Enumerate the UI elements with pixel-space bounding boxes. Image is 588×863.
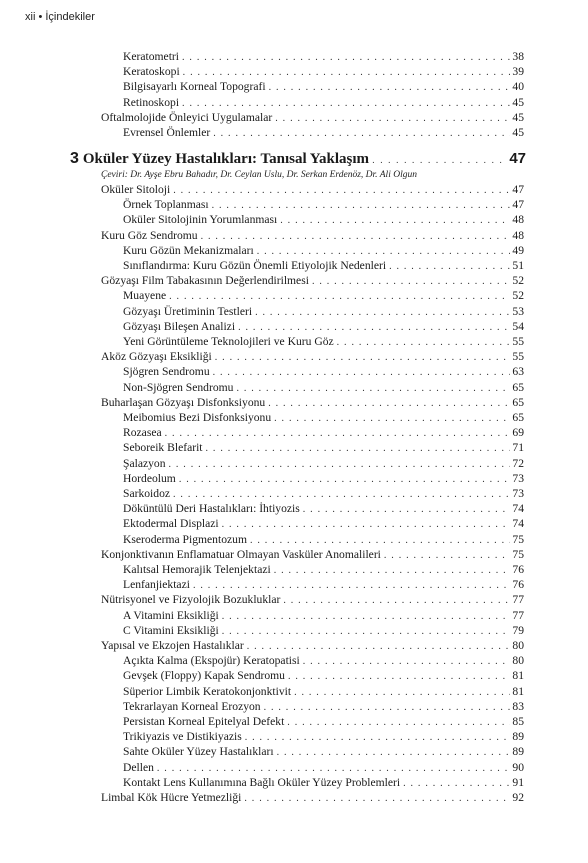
toc-entry [123, 198, 524, 213]
entry-title: Ektodermal Displazi [123, 517, 219, 531]
entry-page: 90 [512, 760, 524, 774]
entry-page: 51 [512, 259, 524, 272]
dot-leader [169, 290, 510, 304]
toc-entry [123, 715, 524, 730]
entry-page: 92 [512, 791, 524, 804]
toc-entry [123, 50, 524, 65]
toc-entry [123, 96, 524, 111]
toc-entry [123, 487, 524, 502]
toc-entry [101, 593, 524, 608]
toc-entry [123, 685, 524, 700]
toc-entry [123, 213, 524, 228]
entry-page: 74 [512, 517, 524, 531]
entry-page: 69 [512, 426, 524, 440]
entry-title: Rozasea [123, 426, 162, 440]
entry-page: 65 [512, 395, 524, 409]
toc-entry [123, 700, 524, 715]
entry-page: 73 [512, 471, 524, 485]
toc-entry [123, 289, 524, 304]
entry-title: Gözyaşı Film Tabakasının Değerlendirilmesi [101, 274, 309, 288]
toc-entry [101, 639, 524, 654]
dot-leader [245, 731, 511, 745]
entry-page: 80 [512, 639, 524, 652]
dot-leader [269, 81, 511, 95]
entry-title: Tekrarlayan Korneal Erozyon [123, 699, 261, 713]
toc-entry [123, 533, 524, 548]
entry-page: 45 [512, 110, 524, 124]
entry-title: Evrensel Önlemler [123, 126, 211, 139]
entry-title: Non-Sjögren Sendromu [123, 380, 234, 394]
entry-title: Kuru Gözün Mekanizmaları [123, 243, 254, 257]
entry-title: Gevşek (Floppy) Kapak Sendromu [123, 669, 285, 683]
entry-page: 81 [512, 684, 524, 698]
dot-leader [274, 412, 510, 426]
entry-title: Kontakt Lens Kullanımına Bağlı Oküler Yüzey Problemleri [123, 775, 401, 789]
chapter-translators: Çeviri: Dr. Ayşe Ebru Bahadır, Dr. Ceylan Uslu, Dr. Serkan Erdenöz, Dr. Ali Olgun [101, 170, 417, 180]
entry-page: 79 [512, 623, 524, 637]
toc-entry [123, 624, 524, 639]
chapter-page: 47 [509, 150, 526, 167]
dot-leader [173, 184, 510, 198]
entry-page: 74 [512, 502, 524, 516]
toc-entry [123, 654, 524, 669]
entry-page: 77 [512, 608, 524, 622]
entry-title: Sjögren Sendromu [123, 365, 210, 379]
toc-entry [123, 259, 524, 274]
dot-leader [182, 51, 510, 65]
dot-leader [182, 97, 510, 111]
dot-leader [206, 442, 511, 456]
entry-page: 71 [512, 441, 524, 455]
toc-entry [123, 65, 524, 80]
dot-leader [280, 214, 510, 228]
dot-leader [213, 127, 510, 141]
entry-title: Retinoskopi [123, 95, 180, 109]
dot-leader [179, 473, 511, 487]
toc-entry [101, 350, 524, 365]
toc-entry [123, 365, 524, 380]
entry-page: 81 [512, 669, 524, 683]
entry-title: Döküntülü Deri Hastalıkları: İhtiyozis [123, 502, 300, 516]
chapter-number: 3 [70, 150, 79, 167]
entry-title: Persistan Korneal Epitelyal Defekt [123, 715, 285, 728]
toc-entry [123, 411, 524, 426]
toc-entry [123, 472, 524, 487]
toc-entry [101, 229, 524, 244]
toc-entry [123, 745, 524, 760]
entry-title: Muayene [123, 289, 167, 303]
entry-title: Dellen [123, 760, 154, 774]
chapter-title: Oküler Yüzey Hastalıkları: Tanısal Yaklaşım [82, 151, 369, 167]
dot-leader [244, 792, 510, 806]
entry-title: Nütrisyonel ve Fizyolojik Bozukluklar [101, 593, 281, 607]
entry-page: 55 [512, 335, 524, 348]
entry-page: 45 [512, 95, 524, 109]
entry-page: 85 [512, 715, 524, 728]
dot-leader [257, 245, 511, 259]
toc-entry [123, 126, 524, 141]
entry-title: Sınıflandırma: Kuru Gözün Önemli Etiyolojik Nedenleri [123, 259, 387, 272]
toc-entry [123, 80, 524, 95]
toc-entry [123, 426, 524, 441]
entry-title: Yeni Görüntüleme Teknolojileri ve Kuru Göz [123, 335, 334, 348]
dot-leader [169, 458, 511, 472]
toc-entry [123, 669, 524, 684]
entry-page: 54 [512, 319, 524, 333]
toc-entry [123, 730, 524, 745]
entry-title: Seboreik Blefarit [123, 441, 203, 455]
entry-page: 77 [512, 593, 524, 607]
dot-leader [222, 518, 511, 532]
entry-page: 52 [512, 289, 524, 303]
entry-title: Limbal Kök Hücre Yetmezliği [101, 791, 242, 804]
dot-leader [403, 777, 510, 791]
toc-entry [123, 320, 524, 335]
toc-entry [123, 578, 524, 593]
entry-title: Meibomius Bezi Disfonksiyonu [123, 411, 272, 424]
entry-page: 76 [512, 563, 524, 576]
entry-title: Oküler Sitoloji [101, 183, 171, 196]
toc-entry [123, 609, 524, 624]
entry-page: 39 [512, 65, 524, 79]
dot-leader [288, 670, 510, 684]
entry-title: Örnek Toplanması [123, 198, 209, 212]
toc-entry [123, 335, 524, 350]
entry-title: Şalazyon [123, 456, 166, 470]
dot-leader [384, 549, 511, 563]
entry-title: Yapısal ve Ekzojen Hastalıklar [101, 639, 244, 652]
toc-entry [123, 244, 524, 259]
dot-leader [238, 321, 510, 335]
entry-title: Keratometri [123, 50, 180, 63]
entry-title: Kseroderma Pigmentozum [123, 532, 247, 546]
dot-leader [337, 336, 511, 350]
entry-title: Gözyaşı Üretiminin Testleri [123, 304, 253, 318]
entry-title: Gözyaşı Bileşen Analizi [123, 319, 236, 333]
dot-leader [275, 112, 510, 126]
dot-leader [283, 594, 510, 608]
entry-page: 65 [512, 411, 524, 424]
entry-title: Buharlaşan Gözyaşı Disfonksiyonu [101, 395, 266, 409]
entry-title: Aköz Gözyaşı Eksikliği [101, 350, 212, 364]
entry-title: Keratoskopi [123, 65, 180, 79]
entry-title: Kuru Göz Sendromu [101, 228, 198, 242]
dot-leader [250, 534, 510, 548]
entry-page: 73 [512, 487, 524, 500]
dot-leader [389, 260, 510, 274]
entry-page: 40 [512, 80, 524, 94]
dot-leader [372, 155, 506, 166]
entry-title: A Vitamini Eksikliği [123, 608, 219, 622]
toc-entry [101, 396, 524, 411]
dot-leader [247, 640, 511, 654]
dot-leader [312, 275, 510, 289]
entry-page: 53 [512, 304, 524, 318]
toc-entry [101, 274, 524, 289]
toc-entry [123, 761, 524, 776]
entry-page: 89 [512, 745, 524, 759]
entry-title: Konjonktivanın Enflamatuar Olmayan Vasküler Anomalileri [101, 547, 381, 561]
entry-page: 48 [512, 213, 524, 227]
entry-title: Oküler Sitolojinin Yorumlanması [123, 213, 278, 227]
entry-title: Açıkta Kalma (Ekspojür) Keratopatisi [123, 654, 300, 668]
entry-page: 38 [512, 50, 524, 63]
entry-page: 49 [512, 243, 524, 257]
entry-title: Lenfanjiektazi [123, 578, 190, 592]
entry-page: 75 [512, 547, 524, 561]
entry-page: 47 [512, 183, 524, 196]
entry-page: 45 [512, 126, 524, 139]
toc-entry [101, 548, 524, 563]
entry-title: C Vitamini Eksikliği [123, 623, 219, 637]
entry-title: Sahte Oküler Yüzey Hastalıkları [123, 745, 274, 759]
entry-title: Sarkoidoz [123, 487, 171, 500]
entry-title: Oftalmolojide Önleyici Uygulamalar [101, 110, 273, 124]
dot-leader [213, 366, 511, 380]
dot-leader [165, 427, 511, 441]
dot-leader [173, 488, 510, 502]
entry-page: 63 [512, 365, 524, 379]
entry-title: Süperior Limbik Keratokonjonktivit [123, 684, 292, 698]
dot-leader [236, 382, 510, 396]
dot-leader [222, 610, 511, 624]
entry-page: 76 [512, 578, 524, 592]
entry-page: 48 [512, 228, 524, 242]
dot-leader [264, 701, 511, 715]
chapter-heading [70, 150, 526, 168]
entry-page: 65 [512, 380, 524, 394]
entry-title: Kalıtsal Hemorajik Telenjektazi [123, 563, 271, 576]
dot-leader [212, 199, 511, 213]
entry-title: Hordeolum [123, 471, 176, 485]
dot-leader [268, 397, 510, 411]
dot-leader [201, 230, 511, 244]
entry-title: Bilgisayarlı Korneal Topografi [123, 80, 266, 94]
dot-leader [215, 351, 511, 365]
dot-leader [157, 762, 511, 776]
entry-page: 91 [512, 775, 524, 789]
entry-page: 55 [512, 350, 524, 364]
toc-entry [123, 457, 524, 472]
dot-leader [183, 66, 511, 80]
toc-entry [101, 183, 524, 198]
toc-entry [123, 517, 524, 532]
toc-entry [123, 563, 524, 578]
toc-entry [123, 305, 524, 320]
toc-entry [101, 791, 524, 806]
toc-entry [123, 502, 524, 517]
dot-leader [274, 564, 511, 578]
dot-leader [277, 746, 511, 760]
dot-leader [255, 306, 510, 320]
entry-page: 72 [512, 456, 524, 470]
dot-leader [303, 503, 511, 517]
entry-page: 83 [512, 699, 524, 713]
dot-leader [294, 686, 510, 700]
toc-entry [101, 111, 524, 126]
page-header: xii • İçindekiler [25, 11, 95, 23]
entry-title: Trikiyazis ve Distikiyazis [123, 730, 242, 744]
toc-entry [123, 381, 524, 396]
entry-page: 52 [512, 274, 524, 288]
dot-leader [193, 579, 510, 593]
dot-leader [222, 625, 511, 639]
dot-leader [303, 655, 511, 669]
entry-page: 47 [512, 198, 524, 212]
entry-page: 75 [512, 532, 524, 546]
toc-entry [123, 776, 524, 791]
entry-page: 89 [512, 730, 524, 744]
dot-leader [287, 716, 510, 730]
entry-page: 80 [512, 654, 524, 668]
toc-entry [123, 441, 524, 456]
